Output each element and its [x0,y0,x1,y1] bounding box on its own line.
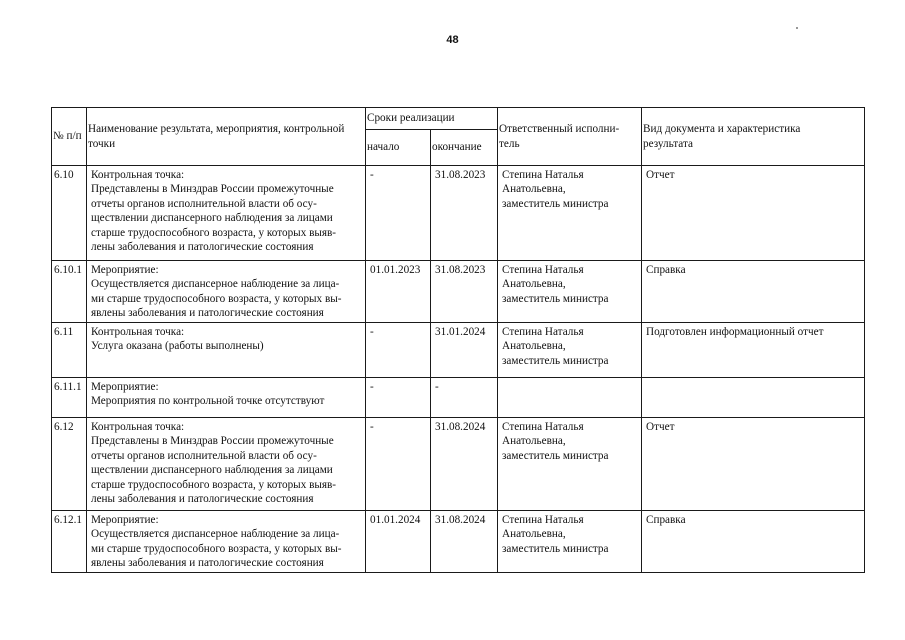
header-name: Наименование результата, мероприятия, контрольной точки [87,108,366,166]
row-end-date: - [431,378,498,418]
table-row [52,261,865,323]
table-row [52,166,865,261]
implementation-table [51,107,865,573]
row-responsible: Степина Наталья Анатольевна, заместитель министра [498,418,642,511]
row-document: Справка [642,511,865,573]
row-number: 6.12.1 [52,511,87,573]
row-name: Мероприятие: Осуществляется диспансерное наблюдение за лица- ми старше трудоспособного возраста, у которых вы- явлены заболевания и патологические состояния [87,511,366,573]
table-row [52,378,865,418]
row-responsible [498,378,642,418]
row-document: Справка [642,261,865,323]
row-responsible: Степина Наталья Анатольевна, заместитель министра [498,261,642,323]
row-start-date: - [366,166,431,261]
page-number: 48 [446,34,459,46]
row-number: 6.12 [52,418,87,511]
row-end-date: 31.08.2023 [431,166,498,261]
row-responsible: Степина Наталья Анатольевна, заместитель министра [498,166,642,261]
row-document: Отчет [642,166,865,261]
row-name: Мероприятие: Осуществляется диспансерное наблюдение за лица- ми старше трудоспособного возраста, у которых вы- явлены заболевания и патологические состояния [87,261,366,323]
row-end-date: 31.08.2024 [431,511,498,573]
row-start-date: 01.01.2024 [366,511,431,573]
scan-dot [796,27,798,29]
row-start-date: 01.01.2023 [366,261,431,323]
header-start: начало [366,130,431,166]
row-end-date: 31.08.2023 [431,261,498,323]
row-responsible: Степина Наталья Анатольевна, заместитель министра [498,511,642,573]
table-row [52,511,865,573]
row-number: 6.10.1 [52,261,87,323]
row-document: Отчет [642,418,865,511]
row-responsible: Степина Наталья Анатольевна, заместитель министра [498,323,642,378]
row-name: Контрольная точка: Представлены в Минздрав России промежуточные отчеты органов исполнительной власти об осу- ществлении диспансерного наблюдения за лицами старше трудоспособного возраста, у которых выяв- лены заболевания и патологические состояния [87,166,366,261]
header-number: № п/п [52,108,87,166]
row-name: Контрольная точка: Представлены в Минздрав России промежуточные отчеты органов исполнительной власти об осу- ществлении диспансерного наблюдения за лицами старше трудоспособного возраста, у которых выяв- лены заболевания и патологические состояния [87,418,366,511]
row-name: Мероприятие: Мероприятия по контрольной точке отсутствуют [87,378,366,418]
row-number: 6.11 [52,323,87,378]
row-number: 6.10 [52,166,87,261]
row-start-date: - [366,378,431,418]
row-end-date: 31.08.2024 [431,418,498,511]
row-document: Подготовлен информационный отчет [642,323,865,378]
row-document [642,378,865,418]
table-row [52,418,865,511]
header-document: Вид документа и характеристика результата [642,108,865,166]
table-row [52,323,865,378]
header-end: окончание [431,130,498,166]
header-period: Сроки реализации [366,108,498,130]
row-start-date: - [366,323,431,378]
row-name: Контрольная точка: Услуга оказана (работы выполнены) [87,323,366,378]
row-start-date: - [366,418,431,511]
row-number: 6.11.1 [52,378,87,418]
header-responsible: Ответственный исполни- тель [498,108,642,166]
row-end-date: 31.01.2024 [431,323,498,378]
